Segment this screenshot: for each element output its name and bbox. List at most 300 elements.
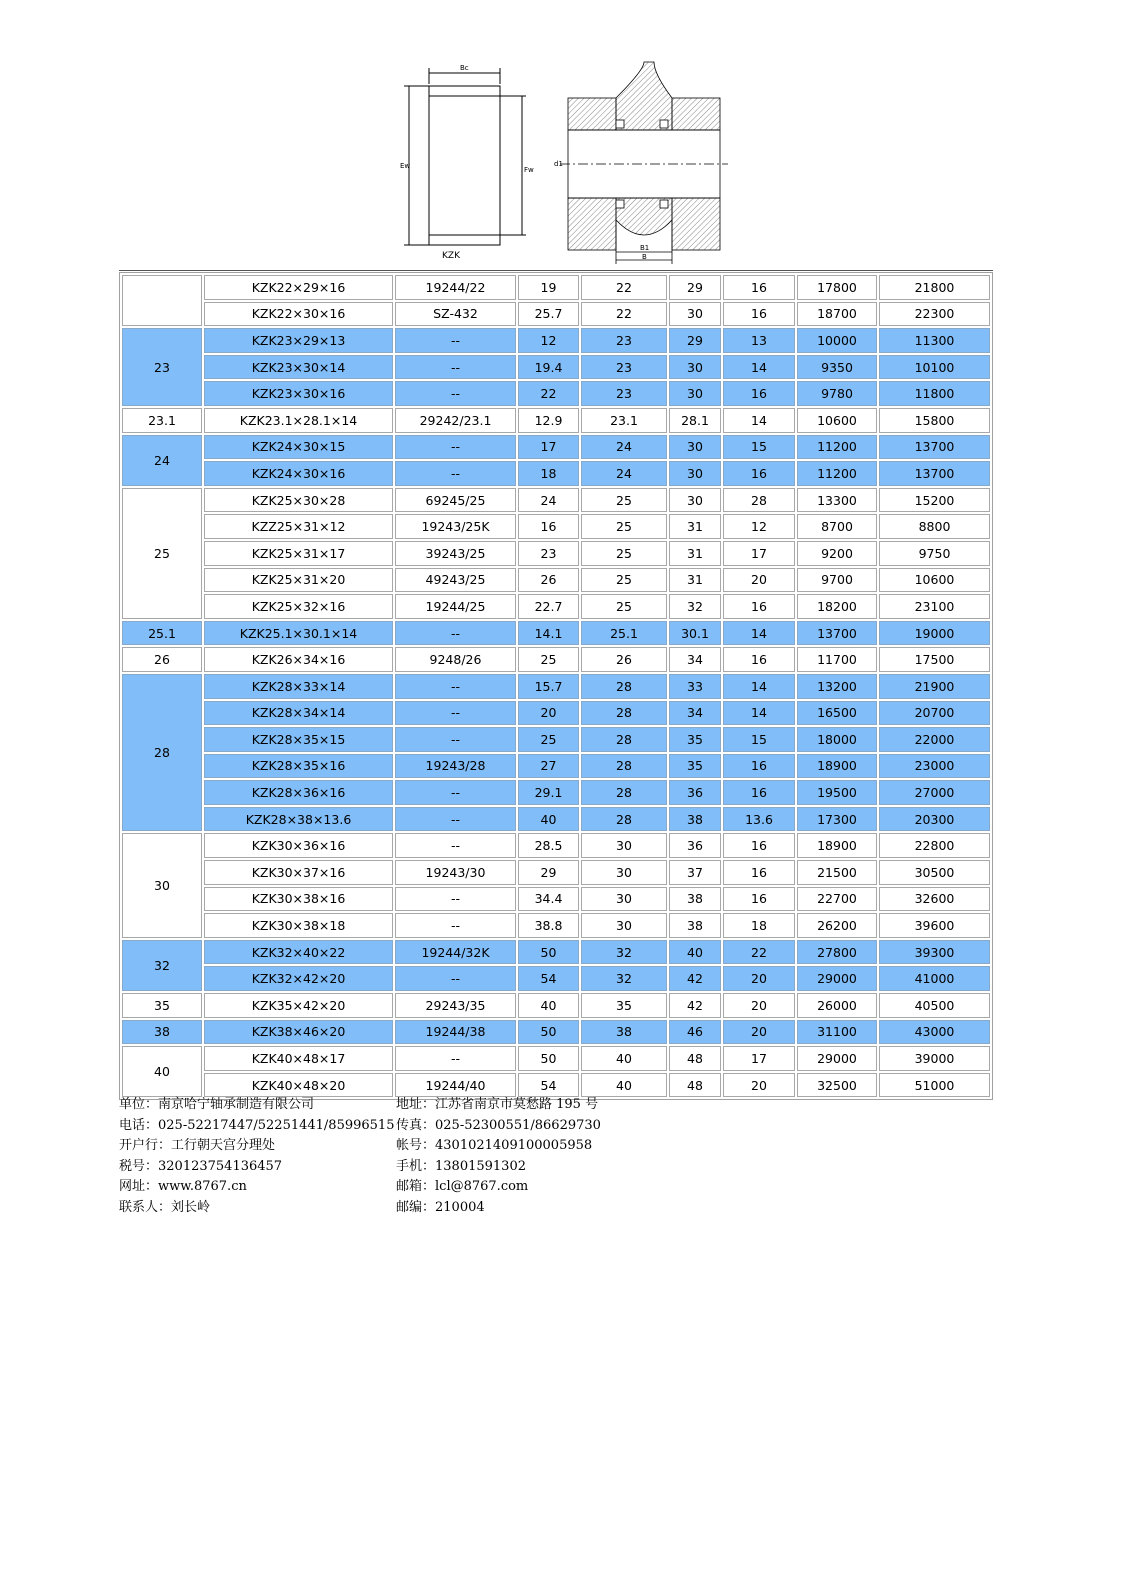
load-cell-2: 13700 xyxy=(879,461,990,486)
load-cell-1: 9700 xyxy=(797,568,877,593)
table-row xyxy=(122,328,990,353)
value-cell-1: 54 xyxy=(518,1073,579,1098)
value-cell-3: 28.1 xyxy=(669,408,721,433)
assembly-section-drawing xyxy=(560,62,728,264)
value-cell-2: 38 xyxy=(581,1020,667,1045)
value-cell-4: 16 xyxy=(723,302,795,327)
value-cell-3: 30 xyxy=(669,302,721,327)
load-cell-2: 21900 xyxy=(879,674,990,699)
value-cell-4: 15 xyxy=(723,727,795,752)
model-cell: KZK26×34×16 xyxy=(204,647,393,672)
value-cell-2: 24 xyxy=(581,461,667,486)
load-cell-1: 26000 xyxy=(797,993,877,1018)
load-cell-1: 19500 xyxy=(797,780,877,805)
model-cell: KZK38×46×20 xyxy=(204,1020,393,1045)
table-row xyxy=(122,993,990,1018)
info-right: 地址：江苏省南京市莫愁路 195 号 xyxy=(396,1097,599,1112)
value-cell-4: 20 xyxy=(723,1020,795,1045)
value-cell-1: 29.1 xyxy=(518,780,579,805)
code-cell: -- xyxy=(395,780,516,805)
info-right: 邮编：210004 xyxy=(396,1199,485,1215)
label-d1: d1 xyxy=(554,160,563,168)
load-cell-2: 10600 xyxy=(879,568,990,593)
company-info xyxy=(119,1095,719,1219)
value-cell-3: 36 xyxy=(669,780,721,805)
value-cell-2: 30 xyxy=(581,833,667,858)
value-cell-1: 34.4 xyxy=(518,887,579,912)
info-row xyxy=(119,1116,719,1137)
value-cell-1: 50 xyxy=(518,1046,579,1071)
group-size-cell: 25 xyxy=(122,488,202,619)
load-cell-1: 18200 xyxy=(797,594,877,619)
group-size-cell: 40 xyxy=(122,1046,202,1097)
info-row xyxy=(119,1177,719,1198)
model-cell: KZK30×36×16 xyxy=(204,833,393,858)
value-cell-3: 34 xyxy=(669,647,721,672)
value-cell-3: 31 xyxy=(669,568,721,593)
model-cell: KZK22×30×16 xyxy=(204,302,393,327)
value-cell-1: 27 xyxy=(518,754,579,779)
table-row xyxy=(122,887,990,912)
table-row xyxy=(122,488,990,513)
value-cell-1: 26 xyxy=(518,568,579,593)
info-left: 税号：320123754136457 xyxy=(119,1158,283,1174)
code-cell: -- xyxy=(395,674,516,699)
table-body xyxy=(122,275,990,1097)
model-cell: KZK25×31×20 xyxy=(204,568,393,593)
table-row xyxy=(122,541,990,566)
label-b1: B1 xyxy=(640,244,650,252)
table-row xyxy=(122,647,990,672)
load-cell-2: 17500 xyxy=(879,647,990,672)
load-cell-2: 20300 xyxy=(879,807,990,832)
value-cell-4: 14 xyxy=(723,408,795,433)
load-cell-2: 51000 xyxy=(879,1073,990,1098)
value-cell-2: 23 xyxy=(581,381,667,406)
load-cell-2: 30500 xyxy=(879,860,990,885)
value-cell-2: 25.1 xyxy=(581,621,667,646)
load-cell-2: 32600 xyxy=(879,887,990,912)
load-cell-1: 29000 xyxy=(797,966,877,991)
model-cell: KZK28×33×14 xyxy=(204,674,393,699)
value-cell-4: 17 xyxy=(723,1046,795,1071)
table-row xyxy=(122,807,990,832)
load-cell-2: 22800 xyxy=(879,833,990,858)
load-cell-2: 9750 xyxy=(879,541,990,566)
load-cell-1: 17800 xyxy=(797,275,877,300)
code-cell: 19244/38 xyxy=(395,1020,516,1045)
info-left: 网址：www.8767.cn xyxy=(119,1179,247,1195)
table-row xyxy=(122,940,990,965)
value-cell-4: 16 xyxy=(723,887,795,912)
value-cell-1: 19.4 xyxy=(518,355,579,380)
value-cell-4: 14 xyxy=(723,621,795,646)
load-cell-1: 16500 xyxy=(797,701,877,726)
value-cell-2: 23.1 xyxy=(581,408,667,433)
load-cell-1: 11200 xyxy=(797,461,877,486)
code-cell: SZ-432 xyxy=(395,302,516,327)
load-cell-2: 41000 xyxy=(879,966,990,991)
value-cell-3: 31 xyxy=(669,541,721,566)
load-cell-2: 19000 xyxy=(879,621,990,646)
table-row xyxy=(122,727,990,752)
value-cell-3: 35 xyxy=(669,754,721,779)
value-cell-4: 13 xyxy=(723,328,795,353)
info-right: 邮箱：lcl@8767.com xyxy=(396,1179,529,1195)
value-cell-3: 42 xyxy=(669,993,721,1018)
value-cell-1: 14.1 xyxy=(518,621,579,646)
table-row xyxy=(122,833,990,858)
model-cell: KZK23.1×28.1×14 xyxy=(204,408,393,433)
code-cell: 19244/25 xyxy=(395,594,516,619)
info-right: 传真：025-52300551/86629730 xyxy=(396,1117,601,1133)
value-cell-3: 30 xyxy=(669,435,721,460)
load-cell-1: 10600 xyxy=(797,408,877,433)
code-cell: 19243/28 xyxy=(395,754,516,779)
value-cell-3: 34 xyxy=(669,701,721,726)
load-cell-1: 22700 xyxy=(797,887,877,912)
table-row xyxy=(122,302,990,327)
value-cell-3: 33 xyxy=(669,674,721,699)
value-cell-2: 25 xyxy=(581,514,667,539)
load-cell-1: 26200 xyxy=(797,913,877,938)
value-cell-3: 29 xyxy=(669,275,721,300)
value-cell-3: 40 xyxy=(669,940,721,965)
info-left: 单位：南京哈宁轴承制造有限公司 xyxy=(119,1097,315,1112)
model-cell: KZK40×48×20 xyxy=(204,1073,393,1098)
model-cell: KZK24×30×16 xyxy=(204,461,393,486)
value-cell-4: 14 xyxy=(723,674,795,699)
value-cell-2: 40 xyxy=(581,1073,667,1098)
load-cell-1: 11200 xyxy=(797,435,877,460)
value-cell-1: 15.7 xyxy=(518,674,579,699)
load-cell-1: 21500 xyxy=(797,860,877,885)
value-cell-4: 16 xyxy=(723,461,795,486)
code-cell: 19243/30 xyxy=(395,860,516,885)
value-cell-4: 22 xyxy=(723,940,795,965)
table-row xyxy=(122,780,990,805)
model-cell: KZK25×31×17 xyxy=(204,541,393,566)
code-cell: -- xyxy=(395,461,516,486)
table-row xyxy=(122,514,990,539)
group-size-cell: 32 xyxy=(122,940,202,991)
load-cell-1: 32500 xyxy=(797,1073,877,1098)
group-size-cell: 35 xyxy=(122,993,202,1018)
load-cell-2: 11300 xyxy=(879,328,990,353)
value-cell-3: 32 xyxy=(669,594,721,619)
value-cell-2: 25 xyxy=(581,488,667,513)
value-cell-2: 32 xyxy=(581,966,667,991)
value-cell-2: 30 xyxy=(581,913,667,938)
code-cell: 29243/35 xyxy=(395,993,516,1018)
value-cell-1: 25 xyxy=(518,727,579,752)
model-cell: KZK23×29×13 xyxy=(204,328,393,353)
code-cell: 19243/25K xyxy=(395,514,516,539)
code-cell: -- xyxy=(395,913,516,938)
group-size-cell: 25.1 xyxy=(122,621,202,646)
value-cell-1: 25.7 xyxy=(518,302,579,327)
code-cell: -- xyxy=(395,435,516,460)
value-cell-2: 26 xyxy=(581,647,667,672)
table-row xyxy=(122,701,990,726)
label-fw: Fw xyxy=(524,166,534,174)
load-cell-1: 18700 xyxy=(797,302,877,327)
kzk-cage-drawing xyxy=(404,68,526,245)
load-cell-2: 13700 xyxy=(879,435,990,460)
value-cell-4: 16 xyxy=(723,860,795,885)
code-cell: -- xyxy=(395,701,516,726)
load-cell-1: 10000 xyxy=(797,328,877,353)
load-cell-2: 21800 xyxy=(879,275,990,300)
value-cell-3: 30 xyxy=(669,381,721,406)
value-cell-2: 30 xyxy=(581,887,667,912)
value-cell-2: 28 xyxy=(581,754,667,779)
value-cell-1: 19 xyxy=(518,275,579,300)
value-cell-4: 16 xyxy=(723,275,795,300)
load-cell-1: 8700 xyxy=(797,514,877,539)
value-cell-4: 16 xyxy=(723,754,795,779)
group-size-cell: 30 xyxy=(122,833,202,937)
value-cell-3: 38 xyxy=(669,887,721,912)
value-cell-3: 48 xyxy=(669,1073,721,1098)
load-cell-1: 9200 xyxy=(797,541,877,566)
code-cell: 39243/25 xyxy=(395,541,516,566)
code-cell: -- xyxy=(395,833,516,858)
group-size-cell: 26 xyxy=(122,647,202,672)
model-cell: KZK32×42×20 xyxy=(204,966,393,991)
value-cell-3: 42 xyxy=(669,966,721,991)
value-cell-2: 28 xyxy=(581,780,667,805)
load-cell-2: 22000 xyxy=(879,727,990,752)
value-cell-1: 12.9 xyxy=(518,408,579,433)
value-cell-4: 20 xyxy=(723,1073,795,1098)
model-cell: KZK30×38×18 xyxy=(204,913,393,938)
load-cell-1: 29000 xyxy=(797,1046,877,1071)
value-cell-2: 25 xyxy=(581,568,667,593)
bearing-diagram xyxy=(390,60,740,265)
load-cell-1: 17300 xyxy=(797,807,877,832)
value-cell-2: 30 xyxy=(581,860,667,885)
info-left: 电话：025-52217447/52251441/85996515 xyxy=(119,1117,395,1133)
value-cell-4: 14 xyxy=(723,701,795,726)
value-cell-3: 38 xyxy=(669,913,721,938)
value-cell-2: 22 xyxy=(581,302,667,327)
value-cell-2: 35 xyxy=(581,993,667,1018)
value-cell-3: 38 xyxy=(669,807,721,832)
value-cell-4: 16 xyxy=(723,594,795,619)
table-row xyxy=(122,966,990,991)
table-row xyxy=(122,621,990,646)
table-top-rule xyxy=(119,270,993,271)
load-cell-2: 15200 xyxy=(879,488,990,513)
info-left: 联系人：刘长岭 xyxy=(119,1199,211,1215)
value-cell-1: 20 xyxy=(518,701,579,726)
model-cell: KZK30×38×16 xyxy=(204,887,393,912)
load-cell-2: 40500 xyxy=(879,993,990,1018)
code-cell: -- xyxy=(395,328,516,353)
label-bc: Bc xyxy=(460,64,469,72)
model-cell: KZK32×40×22 xyxy=(204,940,393,965)
code-cell: -- xyxy=(395,381,516,406)
value-cell-4: 18 xyxy=(723,913,795,938)
bearing-spec-table xyxy=(119,272,993,1100)
code-cell: -- xyxy=(395,727,516,752)
model-cell: KZK23×30×16 xyxy=(204,381,393,406)
value-cell-1: 40 xyxy=(518,807,579,832)
load-cell-2: 15800 xyxy=(879,408,990,433)
load-cell-1: 9780 xyxy=(797,381,877,406)
value-cell-1: 12 xyxy=(518,328,579,353)
table-row xyxy=(122,860,990,885)
value-cell-2: 24 xyxy=(581,435,667,460)
code-cell: -- xyxy=(395,887,516,912)
value-cell-2: 23 xyxy=(581,328,667,353)
value-cell-4: 13.6 xyxy=(723,807,795,832)
value-cell-4: 16 xyxy=(723,647,795,672)
load-cell-1: 13700 xyxy=(797,621,877,646)
info-row xyxy=(119,1198,719,1219)
code-cell: -- xyxy=(395,966,516,991)
load-cell-2: 39000 xyxy=(879,1046,990,1071)
load-cell-1: 31100 xyxy=(797,1020,877,1045)
value-cell-3: 31 xyxy=(669,514,721,539)
info-right: 手机：13801591302 xyxy=(396,1158,526,1174)
value-cell-3: 37 xyxy=(669,860,721,885)
value-cell-1: 25 xyxy=(518,647,579,672)
load-cell-1: 9350 xyxy=(797,355,877,380)
code-cell: 69245/25 xyxy=(395,488,516,513)
value-cell-4: 16 xyxy=(723,780,795,805)
value-cell-4: 20 xyxy=(723,568,795,593)
value-cell-4: 16 xyxy=(723,381,795,406)
table-row xyxy=(122,1073,990,1098)
value-cell-1: 16 xyxy=(518,514,579,539)
value-cell-2: 28 xyxy=(581,701,667,726)
value-cell-4: 16 xyxy=(723,833,795,858)
load-cell-2: 23100 xyxy=(879,594,990,619)
label-ew: Ew xyxy=(400,162,411,170)
value-cell-4: 20 xyxy=(723,966,795,991)
value-cell-2: 22 xyxy=(581,275,667,300)
value-cell-3: 30 xyxy=(669,461,721,486)
code-cell: 29242/23.1 xyxy=(395,408,516,433)
model-cell: KZK28×35×15 xyxy=(204,727,393,752)
load-cell-2: 11800 xyxy=(879,381,990,406)
load-cell-1: 13200 xyxy=(797,674,877,699)
info-row xyxy=(119,1095,719,1116)
value-cell-3: 36 xyxy=(669,833,721,858)
value-cell-1: 17 xyxy=(518,435,579,460)
value-cell-4: 15 xyxy=(723,435,795,460)
value-cell-1: 40 xyxy=(518,993,579,1018)
table-row xyxy=(122,674,990,699)
value-cell-4: 20 xyxy=(723,993,795,1018)
info-left: 开户行：工行朝天宫分理处 xyxy=(119,1138,276,1154)
model-cell: KZK25×30×28 xyxy=(204,488,393,513)
code-cell: -- xyxy=(395,807,516,832)
value-cell-4: 28 xyxy=(723,488,795,513)
load-cell-1: 13300 xyxy=(797,488,877,513)
value-cell-2: 28 xyxy=(581,674,667,699)
model-cell: KZK28×36×16 xyxy=(204,780,393,805)
group-size-cell: 38 xyxy=(122,1020,202,1045)
value-cell-2: 40 xyxy=(581,1046,667,1071)
info-row xyxy=(119,1157,719,1178)
model-cell: KZK35×42×20 xyxy=(204,993,393,1018)
load-cell-2: 8800 xyxy=(879,514,990,539)
value-cell-2: 32 xyxy=(581,940,667,965)
value-cell-1: 50 xyxy=(518,940,579,965)
load-cell-1: 11700 xyxy=(797,647,877,672)
load-cell-2: 43000 xyxy=(879,1020,990,1045)
label-kzk: KZK xyxy=(442,251,460,261)
value-cell-3: 46 xyxy=(669,1020,721,1045)
info-row xyxy=(119,1136,719,1157)
value-cell-2: 25 xyxy=(581,541,667,566)
value-cell-3: 30.1 xyxy=(669,621,721,646)
model-cell: KZK28×38×13.6 xyxy=(204,807,393,832)
load-cell-2: 27000 xyxy=(879,780,990,805)
model-cell: KZK25×32×16 xyxy=(204,594,393,619)
table-row xyxy=(122,275,990,300)
value-cell-2: 28 xyxy=(581,807,667,832)
code-cell: 19244/22 xyxy=(395,275,516,300)
info-right: 帐号：4301021409100005958 xyxy=(396,1138,593,1154)
value-cell-4: 14 xyxy=(723,355,795,380)
load-cell-1: 18900 xyxy=(797,833,877,858)
value-cell-3: 48 xyxy=(669,1046,721,1071)
value-cell-4: 12 xyxy=(723,514,795,539)
code-cell: -- xyxy=(395,355,516,380)
code-cell: 19244/40 xyxy=(395,1073,516,1098)
group-size-cell xyxy=(122,275,202,326)
table-row xyxy=(122,594,990,619)
table-row xyxy=(122,435,990,460)
table-row xyxy=(122,913,990,938)
label-b: B xyxy=(642,253,647,261)
value-cell-2: 23 xyxy=(581,355,667,380)
table-row xyxy=(122,408,990,433)
value-cell-2: 25 xyxy=(581,594,667,619)
model-cell: KZK40×48×17 xyxy=(204,1046,393,1071)
value-cell-1: 29 xyxy=(518,860,579,885)
model-cell: KZK28×35×16 xyxy=(204,754,393,779)
model-cell: KZK25.1×30.1×14 xyxy=(204,621,393,646)
model-cell: KZK28×34×14 xyxy=(204,701,393,726)
group-size-cell: 23 xyxy=(122,328,202,406)
load-cell-2: 22300 xyxy=(879,302,990,327)
table-row xyxy=(122,1046,990,1071)
load-cell-2: 23000 xyxy=(879,754,990,779)
table-row xyxy=(122,381,990,406)
model-cell: KZK30×37×16 xyxy=(204,860,393,885)
table-row xyxy=(122,461,990,486)
load-cell-2: 39600 xyxy=(879,913,990,938)
table-row xyxy=(122,355,990,380)
table-row xyxy=(122,754,990,779)
value-cell-3: 29 xyxy=(669,328,721,353)
value-cell-1: 23 xyxy=(518,541,579,566)
model-cell: KZK23×30×14 xyxy=(204,355,393,380)
value-cell-1: 38.8 xyxy=(518,913,579,938)
value-cell-3: 30 xyxy=(669,488,721,513)
load-cell-2: 39300 xyxy=(879,940,990,965)
value-cell-4: 17 xyxy=(723,541,795,566)
group-size-cell: 28 xyxy=(122,674,202,832)
value-cell-3: 30 xyxy=(669,355,721,380)
table-row xyxy=(122,568,990,593)
load-cell-1: 18900 xyxy=(797,754,877,779)
